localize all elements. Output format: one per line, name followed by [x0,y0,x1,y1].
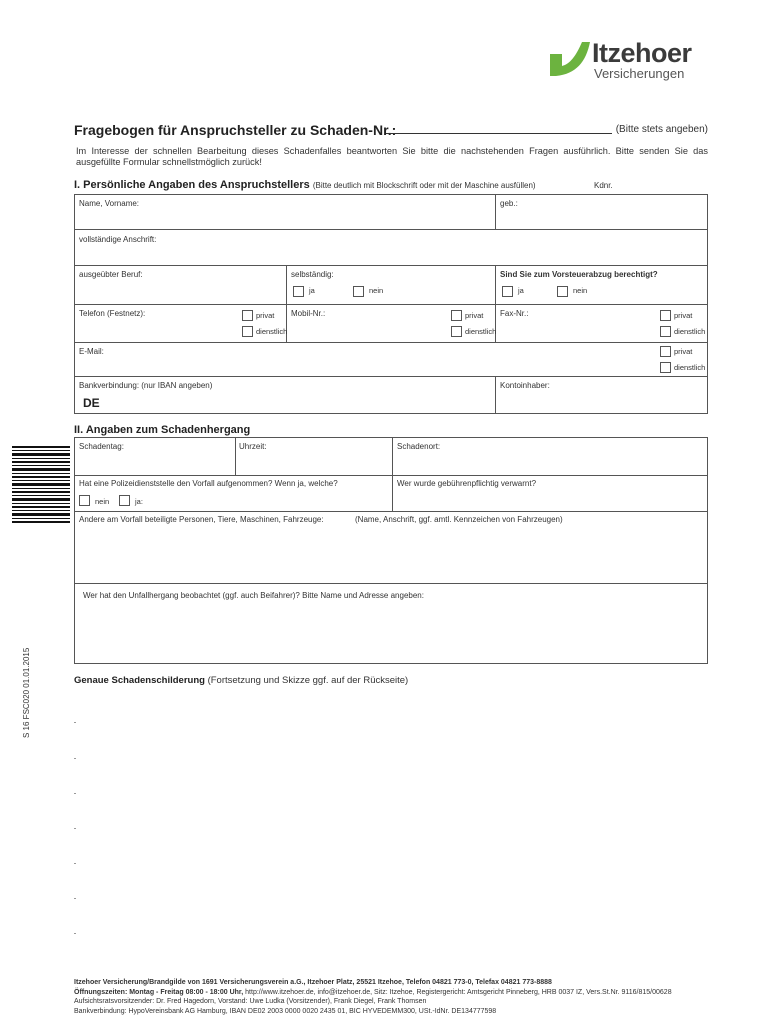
damage-date-label: Schadentag: [79,442,124,451]
row-divider [75,376,707,377]
writing-line[interactable] [74,722,76,723]
writing-line[interactable] [74,898,76,899]
mobile-business-label: dienstlich [465,327,497,336]
section1-title: I. Persönliche Angaben des Anspruchstellers [74,179,310,191]
birthdate-label: geb.: [500,199,518,208]
section2-grid [74,437,708,664]
vat-no-label: nein [573,286,588,295]
mobile-private-checkbox[interactable] [451,310,462,321]
phone-business-label: dienstlich [256,327,288,336]
footer [74,978,714,1016]
writing-line[interactable] [74,863,76,864]
email-private-label: privat [674,347,693,356]
fax-private-checkbox[interactable] [660,310,671,321]
email-business-label: dienstlich [674,363,706,372]
section2-heading: II. Angaben zum Schadenhergang [74,424,251,436]
section1-note: (Bitte deutlich mit Blockschrift oder mit der Maschine ausfüllen) [312,181,536,190]
self-employed-yes-label: ja [309,286,315,295]
fax-label: Fax-Nr.: [500,309,529,318]
police-yes-label: ja: [135,497,143,506]
footer-opening-hours: Öffnungszeiten: Montag - Freitag 08:00 - 18:00 Uhr, [74,988,244,996]
email-private-checkbox[interactable] [660,346,671,357]
name-label: Name, Vorname: [79,199,140,208]
damage-location-label: Schadenort: [397,442,441,451]
itzehoer-leaf-logo-icon [548,40,590,78]
self-employed-no-label: nein [369,286,384,295]
involved-parties-label: Andere am Vorfall beteiligte Personen, Tiere, Maschinen, Fahrzeuge: [79,515,324,524]
fax-business-label: dienstlich [674,327,706,336]
col-divider [495,195,496,229]
writing-line[interactable] [74,758,76,759]
vat-yes-checkbox[interactable] [502,286,513,297]
police-yes-checkbox[interactable] [119,495,130,506]
address-label: vollständige Anschrift: [79,235,157,244]
bank-label: Bankverbindung: (nur IBAN angeben) [79,381,213,390]
writing-line[interactable] [74,933,76,934]
form-title-row [74,122,708,140]
witnesses-label: Wer hat den Unfallhergang beobachtet (ggf. auch Beifahrer)? Bitte Name und Adresse angeben: [83,591,424,600]
company-logo [548,40,728,84]
kdnr-label: Kdnr. [594,181,613,190]
time-label: Uhrzeit: [239,442,267,451]
claim-number-line[interactable] [386,133,612,134]
col-divider [392,438,393,511]
footer-contact: http://www.itzehoer.de, info@itzehoer.de, Sitz: Itzehoe, Registergericht: Amtsgericht Pinneberg, HRB 0037 IZ, Vers.St.Nr. 9116/815/00628 [245,988,672,996]
vat-deduction-label: Sind Sie zum Vorsteuerabzug berechtigt? [500,270,658,279]
form-title: Fragebogen für Anspruchsteller zu Schaden-Nr.: [74,122,397,138]
logo-name: Itzehoer [592,38,692,68]
writing-line[interactable] [74,828,76,829]
footer-line-3: Aufsichtsratsvorsitzender: Dr. Fred Hagedorn, Vorstand: Uwe Ludka (Vorsitzender), Frank Diegel, Frank Thomsen [74,998,427,1005]
mobile-private-label: privat [465,311,484,320]
description-note: (Fortsetzung und Skizze ggf. auf der Rückseite) [207,675,409,686]
occupation-label: ausgeübter Beruf: [79,270,143,279]
phone-private-checkbox[interactable] [242,310,253,321]
intro-text: Im Interesse der schnellen Bearbeitung dieses Schadenfalles beantworten Sie bitte die nachstehenden Fragen ausführlich. Bitte senden Sie das ausgefüllte Formular schnellstmöglich zurück! [76,146,708,167]
section1-heading [74,179,536,191]
row-divider [75,265,707,266]
account-holder-label: Kontoinhaber: [500,381,550,390]
involved-parties-note: (Name, Anschrift, ggf. amtl. Kennzeichen von Fahrzeugen) [355,515,563,524]
row-divider [75,583,707,584]
row-divider [75,511,707,512]
phone-business-checkbox[interactable] [242,326,253,337]
col-divider [235,438,236,475]
section1-grid [74,194,708,414]
title-note: (Bitte stets angeben) [615,124,708,135]
description-title: Genaue Schadenschilderung [74,675,205,686]
form-code: S 16 FSC020 01.01.2015 [22,647,31,738]
logo-subtitle: Versicherungen [594,66,685,81]
self-employed-no-checkbox[interactable] [353,286,364,297]
email-business-checkbox[interactable] [660,362,671,373]
phone-label: Telefon (Festnetz): [79,309,146,318]
description-heading [74,675,408,686]
fax-private-label: privat [674,311,693,320]
footer-line-2 [74,988,714,998]
vat-yes-label: ja [518,286,524,295]
police-label: Hat eine Polizeidienststelle den Vorfall aufgenommen? Wenn ja, welche? [79,479,338,488]
mobile-business-checkbox[interactable] [451,326,462,337]
col-divider [495,376,496,414]
footer-line-1: Itzehoer Versicherung/Brandgilde von 1691 Versicherungsverein a.G., Itzehoer Platz, 25521 Itzehoe, Telefon 04821 773-0, Telefax 04821 773-8888 [74,979,552,986]
police-no-label: nein [95,497,110,506]
vat-no-checkbox[interactable] [557,286,568,297]
police-no-checkbox[interactable] [79,495,90,506]
self-employed-label: selbständig: [291,270,334,279]
phone-private-label: privat [256,311,275,320]
row-divider [75,342,707,343]
fax-business-checkbox[interactable] [660,326,671,337]
email-label: E-Mail: [79,347,104,356]
writing-line[interactable] [74,793,76,794]
fined-label: Wer wurde gebührenpflichtig verwarnt? [397,479,537,488]
row-divider [75,475,707,476]
self-employed-yes-checkbox[interactable] [293,286,304,297]
barcode-image [12,446,70,524]
row-divider [75,229,707,230]
row-divider [75,304,707,305]
footer-line-4: Bankverbindung: HypoVereinsbank AG Hamburg, IBAN DE02 2003 0000 0020 2435 01, BIC HYVEDEMM300, USt.-IdNr. DE134777598 [74,1007,497,1015]
mobile-label: Mobil-Nr.: [291,309,326,318]
iban-prefix: DE [83,396,100,410]
